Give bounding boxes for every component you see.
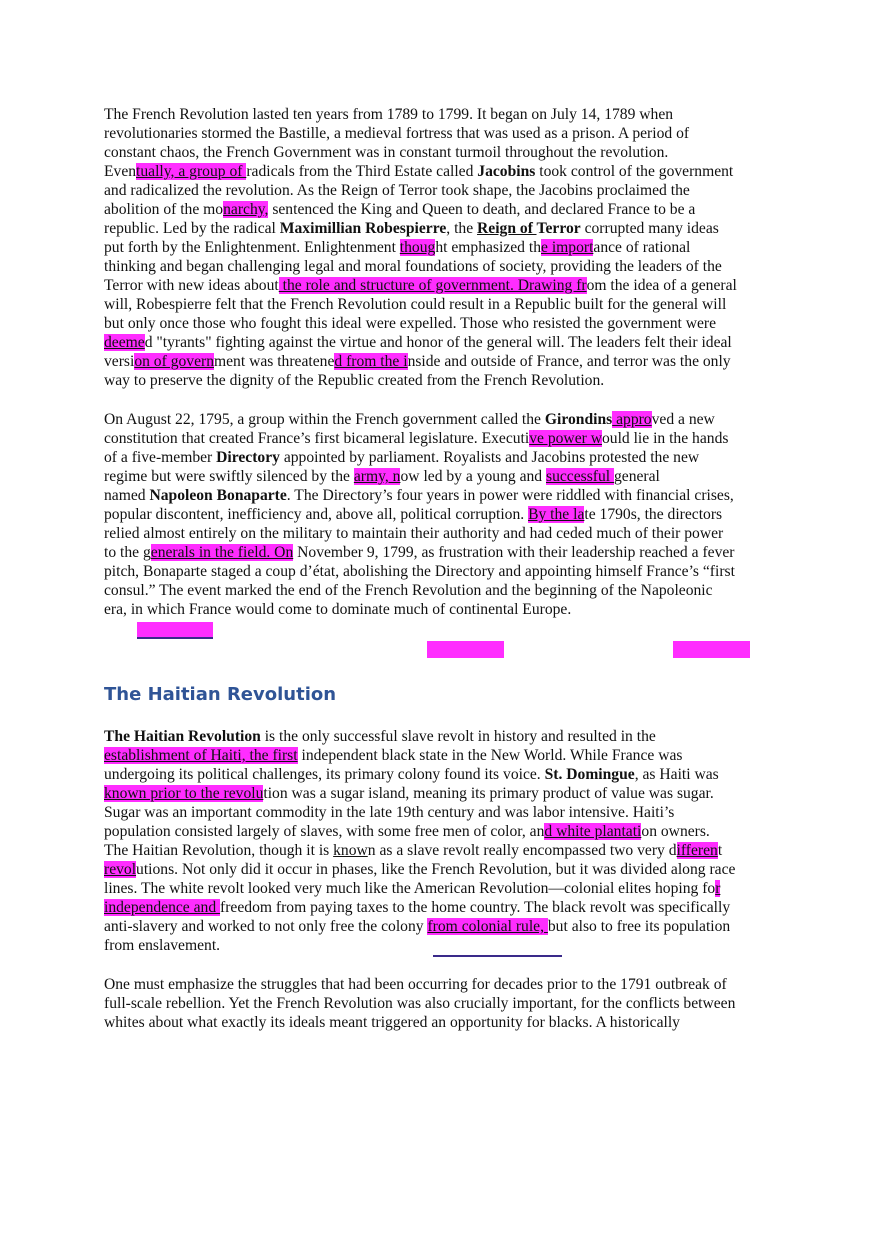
highlighted-text: e import [541,239,594,256]
bold-term: Maximillian Robespierre [279,220,447,237]
text-line [104,822,780,841]
text-run: abolition of the mo [104,201,224,218]
text-run: ment was threatene [214,353,335,370]
text-line [104,975,780,994]
text-run: corrupted many ideas [580,220,719,237]
text-run: November 9, 1799, as frustration with their leadership reached a fever [293,544,735,561]
highlighted-text: army, n [353,468,401,485]
text-run: and radicalized the revolution. As the Reign of Terror took shape, the Jacobins proclaimed the [104,182,690,199]
text-run: Terror with new ideas about [104,277,279,294]
text-run: era, in which France would come to dominate much of continental Europe. [104,601,572,618]
text-line [104,581,780,600]
text-run: full-scale rebellion. Yet the French Revolution was also crucially important, for the conflicts between [104,995,736,1012]
text-run: constitution that created France’s first bicameral legislature. Executi [104,430,530,447]
text-line [104,333,780,352]
text-run: whites about what exactly its ideals meant triggered an opportunity for blacks. A historically [104,1014,680,1031]
highlighted-text: appro [612,411,652,428]
text-run: Even [104,163,137,180]
text-run: utions. Not only did it occur in phases, like the French Revolution, but it was divided along race [136,861,736,878]
text-line [104,352,780,371]
highlighted-text: successful [546,468,614,485]
text-run: freedom from paying taxes to the home country. The black revolt was specifically [220,899,731,916]
text-line [104,295,780,314]
section-heading-haitian-revolution: The Haitian Revolution [104,684,337,705]
text-run: popular discontent, inefficiency and, above all, political corruption. [104,506,529,523]
bold-term: Napoleon Bonaparte [149,487,287,504]
text-run: d "tyrants" fighting against the virtue and honor of the general will. The leaders felt their ideal [144,334,732,351]
text-run: anti-slavery and worked to not only free the colony [104,918,428,935]
text-run: way to preserve the dignity of the Republic created from the French Revolution. [104,372,605,389]
text-line [104,448,780,467]
text-run: One must emphasize the struggles that had been occurring for decades prior to the 1791 outbreak of [104,976,727,993]
text-run: population consisted largely of slaves, with some free men of color, an [104,823,545,840]
text-line [104,410,780,429]
paragraph-french-revolution [104,105,780,390]
text-run: radicals from the Third Estate called [246,163,478,180]
bold-term: Jacobins [477,163,536,180]
text-run: appointed by parliament. Royalists and Jacobins protested the new [279,449,700,466]
text-line [104,917,780,936]
text-line [104,124,780,143]
text-run: ance of rational [593,239,691,256]
text-run: revolutionaries stormed the Bastille, a medieval fortress that was used as a prison. A period of [104,125,690,142]
highlighted-text: d from the i [334,353,408,370]
bold-term: Directory [216,449,280,466]
text-run: to the g [104,544,151,561]
text-line [104,371,780,390]
highlighted-text: known prior to the revolu [104,785,264,802]
highlighted-text: enerals in the field. On [150,544,294,561]
text-run: will, Robespierre felt that the French Revolution could result in a Republic built for the general will [104,296,727,313]
text-run: independent black state in the New World. While France was [297,747,683,764]
stray-highlight-block [673,641,750,658]
text-line [104,276,780,295]
text-run: on owners. [641,823,710,840]
text-run: consul.” The event marked the end of the French Revolution and the beginning of the Napoleonic [104,582,713,599]
text-run: On August 22, 1795, a group within the French government called the [104,411,545,428]
text-run: The French Revolution lasted ten years from 1789 to 1799. It began on July 14, 1789 when [104,106,674,123]
text-run: constant chaos, the French Government was in constant turmoil throughout the revolution. [104,144,669,161]
text-line [104,936,780,955]
text-line [104,543,780,562]
bold-term: Terror [536,220,581,237]
text-line [104,746,780,765]
text-run: n as a slave revolt really encompassed two very d [367,842,677,859]
text-run: know [333,842,368,859]
stray-highlight-underline [137,637,213,639]
text-run: versi [104,353,135,370]
highlighted-text: from colonial rule, [427,918,548,935]
text-run: ht emphasized th [435,239,541,256]
text-run: of a five-member [104,449,217,466]
text-run: relied almost entirely on the military to maintain their authority and had ceded much of their power [104,525,724,542]
text-run: but only once those who fought this ideal were expelled. Those who resisted the government were [104,315,717,332]
text-run: republic. Led by the radical [104,220,280,237]
highlighted-text: deeme [104,334,145,351]
stray-highlight-block [137,622,213,637]
text-run: , the [446,220,478,237]
text-line [104,238,780,257]
highlighted-text: By the la [528,506,585,523]
text-line [104,524,780,543]
text-run: ow led by a young and [400,468,546,485]
text-run: took control of the government [535,163,734,180]
highlighted-text: on of govern [134,353,214,370]
text-line [104,505,780,524]
text-line [104,784,780,803]
text-run: is the only successful slave revolt in history and resulted in the [260,728,656,745]
text-run: sentenced the King and Queen to death, and declared France to be a [268,201,696,218]
paragraph-directory-napoleon [104,410,780,619]
text-line [104,429,780,448]
text-run: thinking and began challenging legal and moral foundations of society, providing the leaders of the [104,258,722,275]
highlighted-text: the role and structure of government. Drawing fr [278,277,587,294]
text-line [104,257,780,276]
text-run: Sugar was an important commodity in the late 19th century and was labor intensive. Haiti’s [104,804,675,821]
highlighted-text: ifferen [676,842,718,859]
stray-highlight-block [427,641,504,658]
text-line [104,467,780,486]
text-line [104,898,780,917]
highlighted-text: d white plantati [544,823,642,840]
paragraph-haitian-revolution [104,727,780,955]
text-run: ved a new [651,411,715,428]
text-run: put forth by the Enlightenment. Enlightenment [104,239,400,256]
bold-term: The Haitian Revolution [104,728,261,745]
text-line [104,600,780,619]
text-run: from enslavement. [104,937,221,954]
highlighted-text: establishment of Haiti, the first [104,747,298,764]
text-line [104,162,780,181]
paragraph-struggles [104,975,780,1032]
text-run: general [614,468,660,485]
highlighted-text: narchy, [223,201,269,218]
stray-highlight-underline [433,955,562,957]
text-line [104,879,780,898]
text-line [104,803,780,822]
text-line [104,841,780,860]
text-run: nside and outside of France, and terror was the only [407,353,731,370]
bold-term: St. Domingue [544,766,635,783]
text-line [104,562,780,581]
text-run: , as Haiti was [634,766,719,783]
text-line [104,181,780,200]
text-run: te 1790s, the directors [584,506,723,523]
text-line [104,314,780,333]
text-run: om the idea of a general [586,277,737,294]
text-run: ould lie in the hands [601,430,729,447]
highlighted-text: ve power w [529,430,602,447]
highlighted-text: tually, a group of [136,163,247,180]
text-run: lines. The white revolt looked very much like the American Revolution—colonial elites hoping fo [104,880,716,897]
text-line [104,219,780,238]
highlighted-text: r [715,880,721,897]
text-line [104,860,780,879]
bold-term: Reign of [477,220,537,237]
text-run: named [104,487,150,504]
text-line [104,143,780,162]
text-run: but also to free its population [547,918,731,935]
highlighted-text: independence and [104,899,221,916]
text-run: undergoing its political challenges, its primary colony found its voice. [104,766,545,783]
highlighted-text: revol [104,861,137,878]
bold-term: Girondins [544,411,613,428]
text-run: t [717,842,723,859]
text-line [104,486,780,505]
text-line [104,765,780,784]
text-run: . The Directory’s four years in power were riddled with financial crises, [286,487,734,504]
text-line [104,105,780,124]
text-run: regime but were swiftly silenced by the [104,468,354,485]
text-line [104,994,780,1013]
text-line [104,1013,780,1032]
text-line [104,200,780,219]
highlighted-text: thoug [399,239,436,256]
text-line [104,727,780,746]
text-run: The Haitian Revolution, though it is [104,842,334,859]
text-run: pitch, Bonaparte staged a coup d’état, abolishing the Directory and appointing himself France’s “first [104,563,735,580]
text-run: tion was a sugar island, meaning its primary product of value was sugar. [263,785,714,802]
